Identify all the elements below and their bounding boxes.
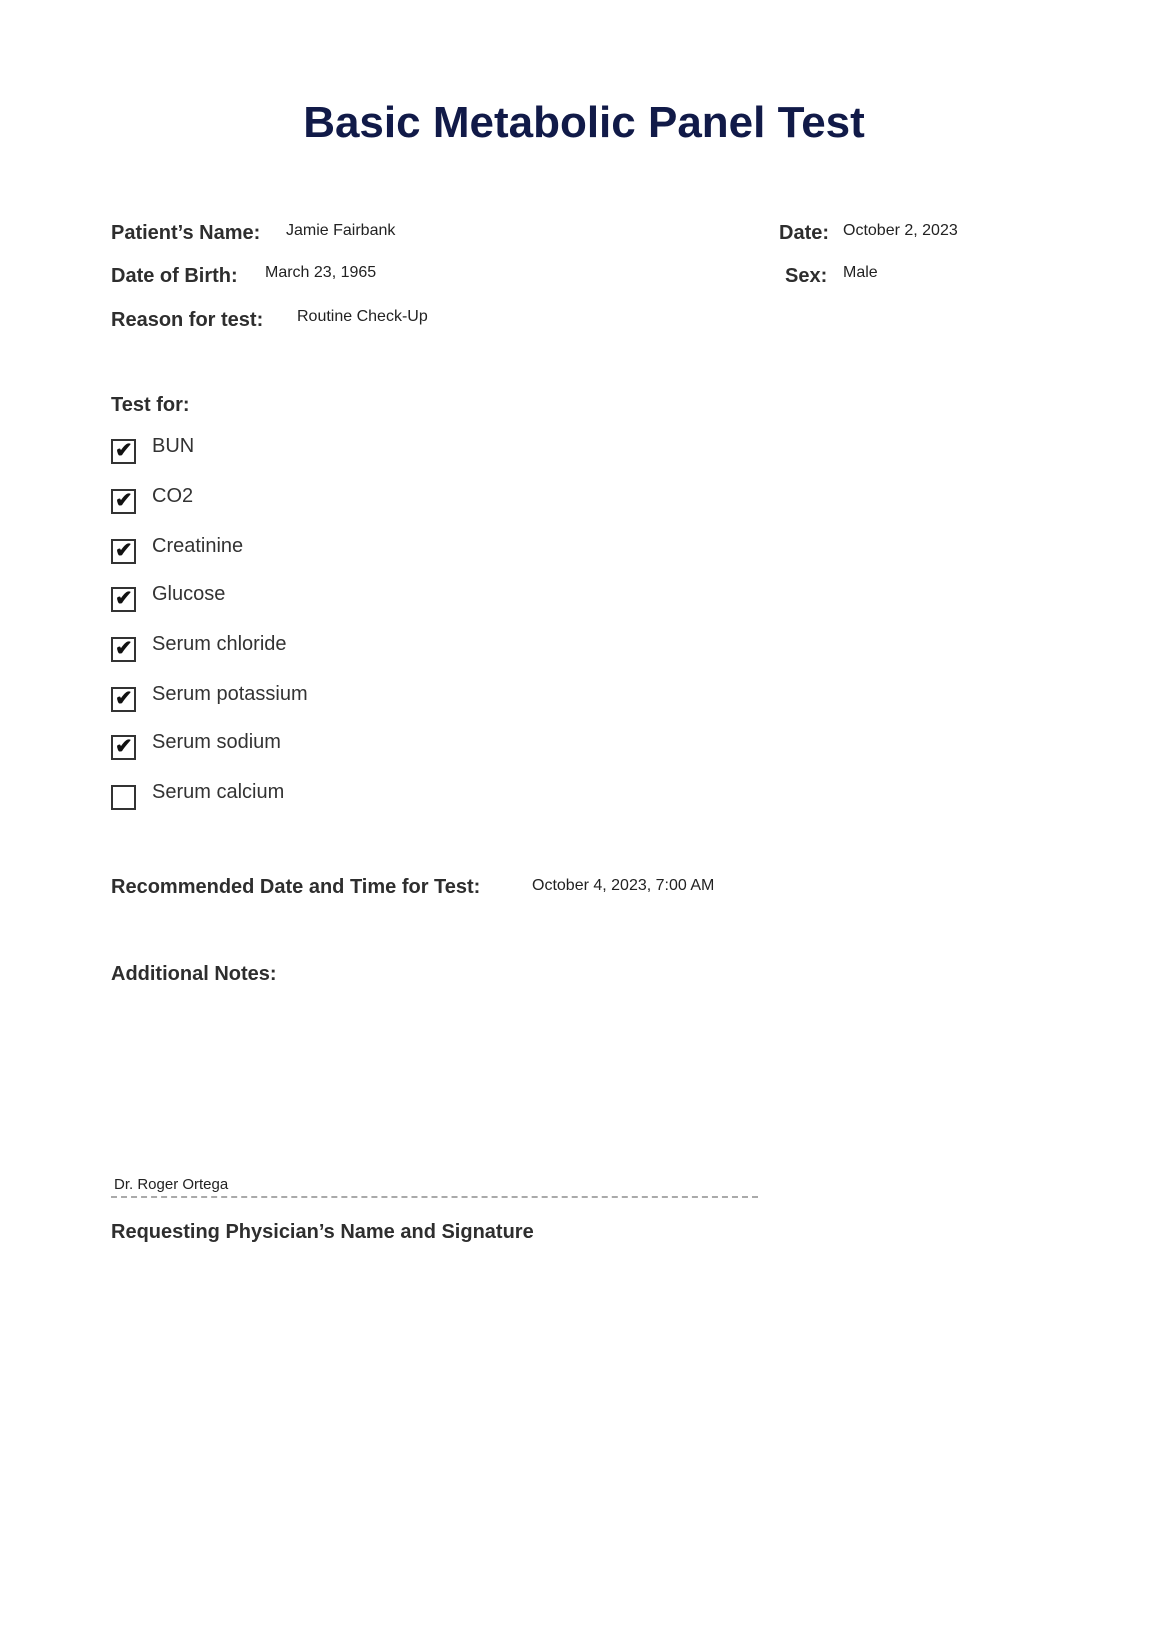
checkbox-creatinine[interactable] bbox=[111, 539, 136, 564]
patient-name-label: Patient’s Name: bbox=[111, 222, 261, 244]
date-label: Date: bbox=[779, 222, 830, 244]
physician-name: Dr. Roger Ortega bbox=[114, 1176, 229, 1193]
patient-name-value: Jamie Fairbank bbox=[286, 222, 396, 239]
sex-value: Male bbox=[843, 264, 878, 281]
recommended-label: Recommended Date and Time for Test: bbox=[111, 876, 481, 898]
test-item-label: Serum potassium bbox=[152, 683, 308, 705]
test-item-label: Serum chloride bbox=[152, 633, 287, 655]
checkmark-icon: ✔ bbox=[115, 489, 133, 512]
sex-label: Sex: bbox=[785, 265, 828, 287]
test-item-label: BUN bbox=[152, 435, 195, 457]
checkmark-icon: ✔ bbox=[115, 539, 133, 562]
additional-notes-label: Additional Notes: bbox=[111, 963, 277, 985]
test-item-label: CO2 bbox=[152, 485, 194, 507]
checkbox-bun[interactable] bbox=[111, 439, 136, 464]
dob-value: March 23, 1965 bbox=[265, 264, 377, 281]
test-item-label: Glucose bbox=[152, 583, 226, 605]
date-value: October 2, 2023 bbox=[843, 222, 958, 239]
dob-label: Date of Birth: bbox=[111, 265, 238, 287]
signature-label: Requesting Physician’s Name and Signature bbox=[111, 1221, 534, 1243]
checkmark-icon: ✔ bbox=[115, 587, 133, 610]
test-item-label: Serum calcium bbox=[152, 781, 285, 803]
signature-line bbox=[111, 1196, 758, 1198]
test-for-label: Test for: bbox=[111, 394, 190, 416]
checkbox-co2[interactable] bbox=[111, 489, 136, 514]
checkbox-serum-chloride[interactable] bbox=[111, 637, 136, 662]
checkbox-serum-potassium[interactable] bbox=[111, 687, 136, 712]
checkmark-icon: ✔ bbox=[115, 735, 133, 758]
checkbox-serum-calcium[interactable] bbox=[111, 785, 136, 810]
checkbox-serum-sodium[interactable] bbox=[111, 735, 136, 760]
checkmark-icon: ✔ bbox=[115, 687, 133, 710]
reason-label: Reason for test: bbox=[111, 309, 264, 331]
recommended-value: October 4, 2023, 7:00 AM bbox=[532, 877, 715, 894]
checkbox-glucose[interactable] bbox=[111, 587, 136, 612]
test-item-label: Creatinine bbox=[152, 535, 244, 557]
checkmark-icon: ✔ bbox=[115, 439, 133, 462]
reason-value: Routine Check-Up bbox=[297, 308, 428, 325]
test-item-label: Serum sodium bbox=[152, 731, 281, 753]
page-title: Basic Metabolic Panel Test bbox=[303, 98, 865, 147]
checkmark-icon: ✔ bbox=[115, 637, 133, 660]
